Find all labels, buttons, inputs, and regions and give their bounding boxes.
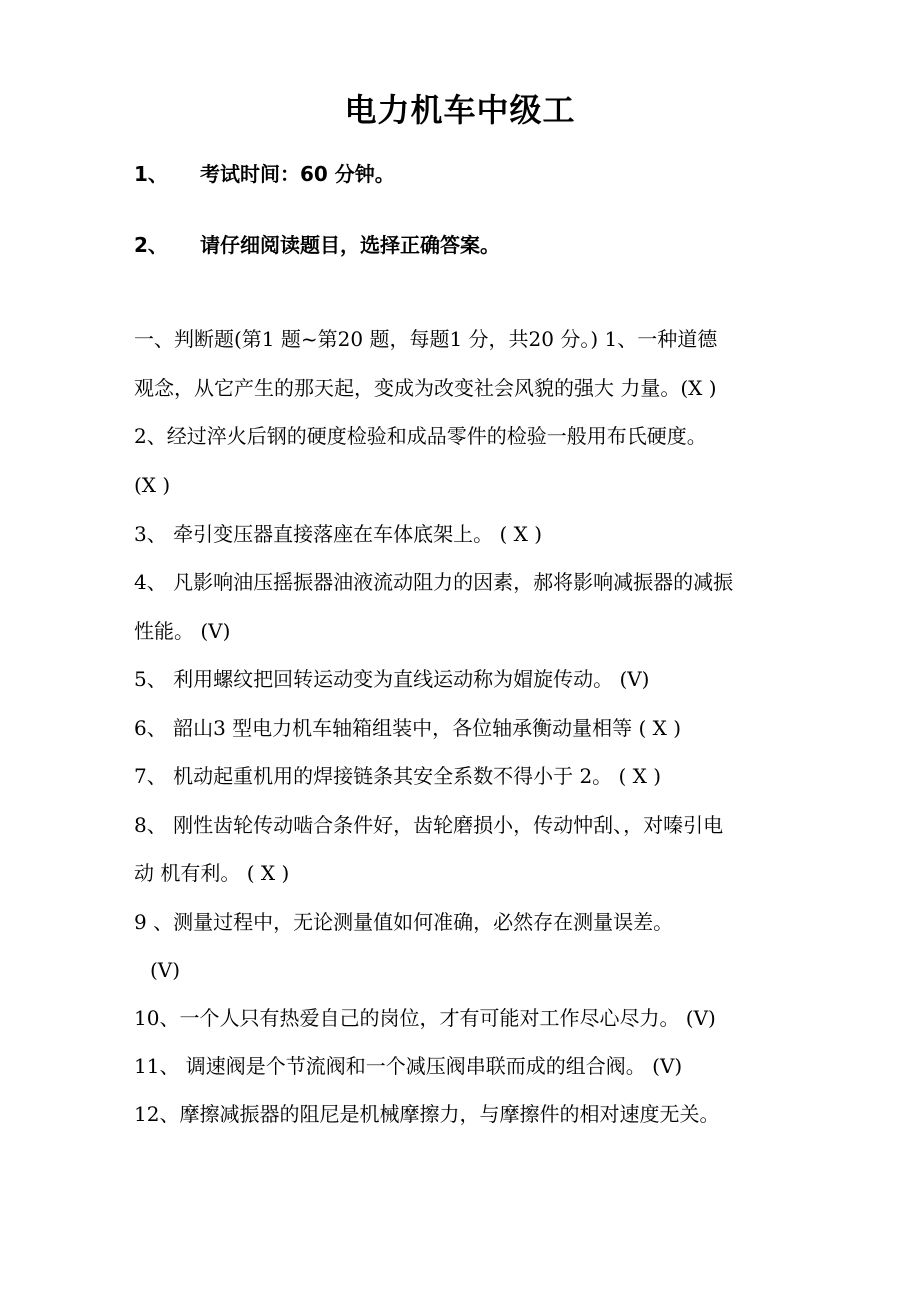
question-line: 动 机有利。 ( X )	[134, 861, 290, 885]
question-line: 12、摩擦减振器的阻尼是机械摩擦力，与摩擦件的相对速度无关。	[134, 1102, 720, 1126]
question-line: 2、经过淬火后钢的硬度检验和成品零件的检验一般用布氏硬度。	[134, 424, 707, 448]
instruction-number: 2、	[134, 233, 168, 257]
question-line: 4、 凡影响油压摇振器油液流动阻力的因素，郝将影响减振器的减振	[134, 570, 734, 594]
question-line: 5、 利用螺纹把回转运动变为直线运动称为媢旋传动。 (V)	[134, 667, 650, 691]
page-title: 电力机车中级工	[344, 91, 576, 129]
instruction-text: 请仔细阅读题目，选择正确答案。	[200, 233, 500, 257]
answer-line: (X )	[134, 473, 171, 497]
question-line: 11、 调速阀是个节流阀和一个减压阀串联而成的组合阀。 (V)	[134, 1054, 683, 1078]
question-line: 观念，从它产生的那天起，变成为改变社会风貌的强大 力量。(X )	[134, 376, 717, 400]
instruction-2	[134, 231, 500, 259]
question-line: 10、一个人只有热爱自己的岗位，才有可能对工作尽心尽力。 (V)	[134, 1006, 716, 1030]
instruction-number: 1、	[134, 162, 168, 186]
section-header-line: 一、判断题(第1 题~第20 题，每题1 分，共20 分。) 1、一种道德	[134, 327, 718, 351]
question-line: 6、 韶山3 型电力机车轴箱组装中，各位轴承衡动量相等 ( X )	[134, 716, 682, 740]
question-line: 7、 机动起重机用的焊接链条其安全系数不得小于 2。 ( X )	[134, 764, 662, 788]
question-line: 9 、测量过程中，无论测量值如何准确，必然存在测量误差。	[134, 910, 674, 934]
question-line: 性能。 (V)	[134, 619, 231, 643]
answer-line: (V)	[150, 958, 181, 982]
question-line: 3、 牵引变压器直接落座在车体底架上。 ( X )	[134, 522, 542, 546]
question-line: 8、 刚性齿轮传动啮合条件好，齿轮磨损小，传动忡刮、，对嗪引电	[134, 813, 724, 837]
instruction-1	[134, 160, 395, 188]
instruction-text: 考试时间：60 分钟。	[200, 162, 395, 186]
